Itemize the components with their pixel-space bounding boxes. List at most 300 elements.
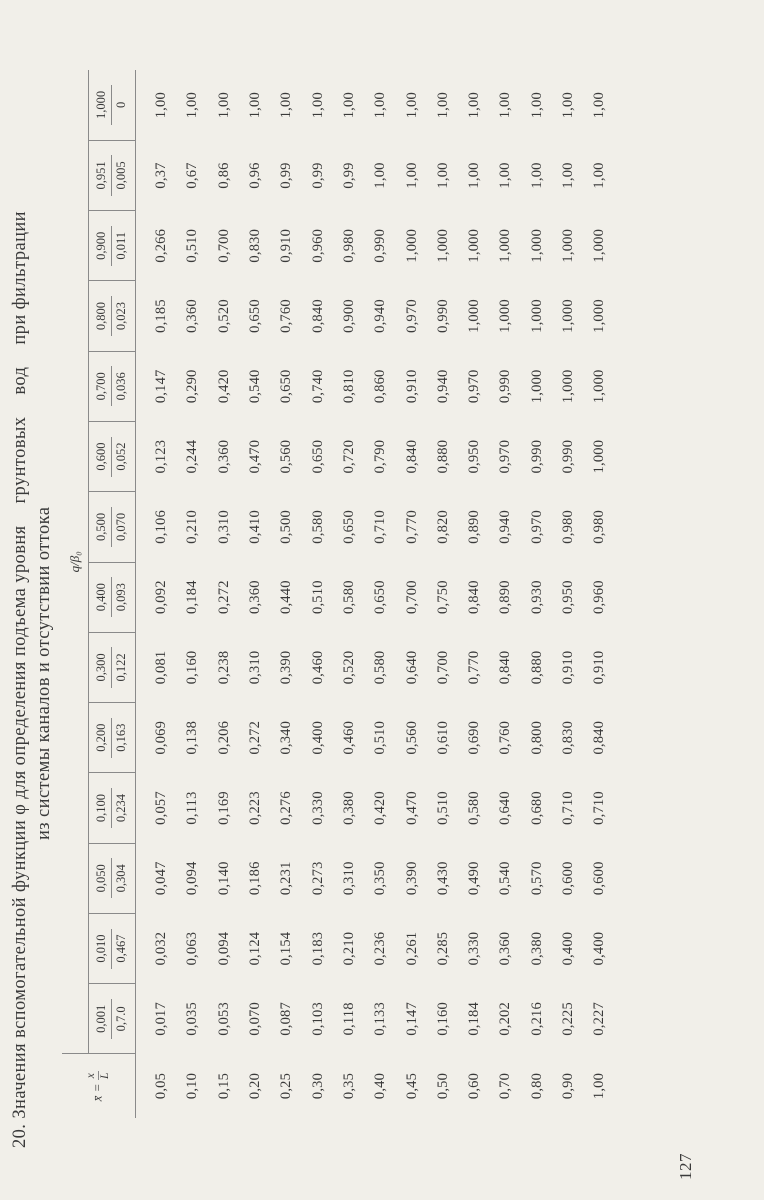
table-cell: 0,460 [340,720,357,755]
table-cell: 0,186 [247,861,264,896]
table-cell: 0,330 [466,931,483,966]
table-cell: 1,000 [560,299,576,333]
table-cell: 0,640 [497,791,514,825]
table-cell: 0,970 [497,439,514,474]
table-cell: 0,990 [497,369,514,404]
row-x-value: 0,05 [153,1072,170,1100]
table-row [584,70,615,1118]
table-cell: 0,410 [247,510,264,544]
table-cell: 0,560 [278,439,295,474]
group-header: q/β₀ [62,70,89,1054]
table-cell: 0,650 [372,580,389,614]
table-cell: 0,360 [497,931,514,966]
column-header-bottom: 0,011 [114,231,128,260]
table-cell: 0,510 [184,228,201,263]
table-cell: 0,053 [215,1002,232,1036]
table-cell: 0,360 [247,580,264,614]
column-header [89,70,136,140]
table-cell: 0,081 [153,650,170,685]
table-cell: 0,047 [153,861,170,896]
table-cell: 0,123 [153,439,170,474]
table-row [428,70,459,1118]
table-cell: 0,390 [278,650,295,685]
table-cell: 0,390 [403,861,420,896]
table-row [522,70,553,1118]
table-cell: 0,236 [372,931,389,966]
table-cell: 0,510 [434,791,451,825]
row-x-value: 0,10 [184,1072,201,1100]
table-row [271,70,302,1118]
table-cell: 0,285 [434,931,451,966]
table-cell: 0,940 [434,369,451,404]
table-cell: 1,000 [497,299,514,333]
table-cell: 0,67 [184,162,201,189]
table-cell: 1,000 [560,228,576,263]
column-header [89,843,136,913]
table-row [177,70,208,1118]
table-cell: 0,017 [153,1002,170,1036]
table-cell: 0,103 [309,1002,326,1036]
table-cell: 0,86 [215,162,232,189]
table-cell: 0,440 [278,580,295,614]
row-x-value: 0,30 [309,1072,326,1100]
column-header [89,913,136,983]
table-cell: 1,00 [153,92,170,119]
table-cell: 0,160 [184,650,201,685]
table-cell: 0,560 [403,720,420,755]
table-cell: 0,185 [153,299,170,333]
table-cell: 1,00 [278,92,295,119]
table-cell: 1,00 [403,162,420,189]
table-cell: 1,000 [528,299,545,333]
table-cell: 0,970 [528,510,545,544]
table-cell: 0,580 [309,510,326,544]
table-cell: 0,470 [403,791,420,825]
column-header [89,140,136,210]
table-cell: 0,133 [372,1002,389,1036]
table-cell: 0,400 [591,931,608,966]
table-cell: 1,00 [591,92,608,119]
table-cell: 0,580 [466,791,483,825]
table-cell: 0,830 [560,720,576,755]
table-cell: 0,035 [184,1002,201,1036]
table-cell: 1,00 [560,92,576,119]
column-header-bottom: 0,093 [114,583,128,612]
table-cell: 1,00 [466,162,483,189]
table-cell: 1,00 [560,162,576,189]
row-x-value: 0,35 [340,1072,357,1100]
column-header-top: 0,500 [94,507,112,547]
table-cell: 1,00 [340,92,357,119]
table-cell: 0,820 [434,510,451,544]
table-cell: 0,860 [372,369,389,404]
table-subtitle: из системы каналов и отсутствии оттока [34,506,54,840]
column-header-fraction [94,366,129,406]
table-cell: 0,810 [340,369,357,404]
table-cell: 0,800 [528,720,545,755]
column-header-bottom: 0,005 [114,161,128,190]
table-cell: 0,400 [560,931,576,966]
table-cell: 1,000 [591,228,608,263]
table-cell: 0,520 [215,299,232,333]
column-header [89,703,136,773]
values-table [62,70,615,1118]
table-cell: 0,310 [340,861,357,896]
table-cell: 0,216 [528,1002,545,1036]
table-cell: 0,840 [466,580,483,614]
table-cell: 0,840 [497,650,514,685]
column-header [89,562,136,632]
table-cell: 0,147 [403,1002,420,1036]
column-header-bottom: 0 [114,101,128,109]
table-cell: 0,184 [184,580,201,614]
row-x-value: 0,90 [560,1072,576,1100]
row-x-value: 0,40 [372,1072,389,1100]
table-cell: 0,380 [340,791,357,825]
table-cell: 0,310 [247,650,264,685]
table-row [209,70,240,1118]
table-cell: 1,00 [528,92,545,119]
table-cell: 1,00 [434,162,451,189]
column-header-bottom: 0,7.0 [114,1006,128,1032]
column-header-bottom: 0,467 [114,934,128,963]
table-cell: 1,00 [309,92,326,119]
table-cell: 1,000 [591,439,608,474]
table-cell: 0,960 [309,228,326,263]
row-x-value: 0,50 [434,1072,451,1100]
column-header-top: 0,700 [94,366,112,406]
column-header-bottom: 0,070 [114,512,128,541]
table-cell: 0,740 [309,369,326,404]
column-header-bottom: 0,036 [114,372,128,401]
table-cell: 0,380 [528,931,545,966]
table-cell: 0,272 [247,720,264,755]
table-cell: 0,910 [403,369,420,404]
table-cell: 0,231 [278,861,295,896]
table-cell: 0,980 [340,228,357,263]
table-cell: 0,96 [247,162,264,189]
column-header [89,492,136,562]
row-x-value: 0,70 [497,1072,514,1100]
column-header-top: 0,951 [94,155,112,195]
table-title [10,48,31,1148]
table-row [459,70,490,1118]
table-cell: 0,99 [278,162,295,189]
column-header-row [89,70,136,1118]
table-cell: 0,400 [309,720,326,755]
table-cell: 0,760 [497,720,514,755]
table-cell: 0,99 [340,162,357,189]
table-cell: 0,710 [372,510,389,544]
table-cell: 0,360 [215,439,232,474]
table-cell: 0,500 [278,510,295,544]
table-cell: 0,650 [247,299,264,333]
table-cell: 0,980 [560,510,576,544]
table-cell: 1,00 [184,92,201,119]
table-cell: 0,760 [278,299,295,333]
table-cell: 0,094 [215,931,232,966]
table-cell: 1,00 [434,92,451,119]
column-header-top: 0,001 [94,999,112,1039]
table-cell: 0,238 [215,650,232,685]
table-cell: 0,700 [215,228,232,263]
x-header [62,1054,136,1118]
row-x-value: 1,00 [591,1072,608,1100]
table-cell: 0,272 [215,580,232,614]
x-header-numerator: x [85,1071,99,1080]
table-cell: 0,840 [309,299,326,333]
column-header [89,773,136,843]
column-header-bottom: 0,304 [114,864,128,893]
x-header-left: x̄ = [89,1083,105,1102]
table-cell: 0,183 [309,931,326,966]
column-header-fraction [94,929,129,969]
table-cell: 0,460 [309,650,326,685]
table-row [136,70,178,1118]
column-header [89,421,136,491]
column-header-top: 0,600 [94,437,112,477]
page-number: 127 [676,1153,695,1180]
table-cell: 0,990 [528,439,545,474]
column-header-fraction [94,85,129,125]
column-header-fraction [94,155,129,195]
table-cell: 1,000 [528,369,545,404]
table-cell: 0,990 [560,439,576,474]
table-cell: 0,650 [278,369,295,404]
column-header-bottom: 0,122 [114,653,128,682]
table-body [136,70,616,1118]
table-cell: 0,710 [560,791,576,825]
column-header-fraction [94,999,129,1039]
table-cell: 1,00 [466,92,483,119]
table-cell: 0,710 [591,791,608,825]
table-cell: 0,580 [372,650,389,685]
table-cell: 1,00 [215,92,232,119]
table-cell: 0,690 [466,720,483,755]
table-cell: 0,650 [340,510,357,544]
table-cell: 1,000 [591,369,608,404]
table-cell: 0,540 [247,369,264,404]
table-cell: 0,032 [153,931,170,966]
table-cell: 0,092 [153,580,170,614]
table-cell: 0,540 [497,861,514,896]
column-header [89,211,136,281]
table-cell: 0,880 [434,439,451,474]
table-cell: 0,290 [184,369,201,404]
table-cell: 0,223 [247,791,264,825]
table-cell: 0,106 [153,510,170,544]
table-row [396,70,427,1118]
table-cell: 0,510 [309,580,326,614]
table-cell: 0,118 [340,1002,357,1036]
table-cell: 0,840 [591,720,608,755]
table-cell: 0,910 [560,650,576,685]
column-header-top: 0,050 [94,858,112,898]
table-cell: 0,600 [591,861,608,896]
column-header [89,281,136,351]
table-cell: 0,057 [153,791,170,825]
column-header [89,632,136,702]
column-header-top: 0,300 [94,647,112,687]
table-cell: 0,244 [184,439,201,474]
column-header-bottom: 0,052 [114,442,128,471]
column-header-fraction [94,296,129,336]
table-cell: 0,420 [215,369,232,404]
table-cell: 0,273 [309,861,326,896]
column-header-top: 0,800 [94,296,112,336]
title-part-1: 20. Значения вспомогательной функции φ для определения подъема уровня [10,525,30,1148]
table-cell: 0,580 [340,580,357,614]
table-cell: 0,980 [591,510,608,544]
x-header-denominator: L [99,1072,111,1079]
column-header-fraction [94,858,129,898]
table-cell: 0,640 [403,650,420,685]
table-cell: 0,094 [184,861,201,896]
table-cell: 0,700 [434,650,451,685]
table-cell: 0,910 [591,650,608,685]
table-cell: 0,650 [309,439,326,474]
table-cell: 0,990 [434,299,451,333]
table-cell: 0,206 [215,720,232,755]
column-header-fraction [94,718,129,758]
column-header [89,351,136,421]
table-cell: 0,940 [372,299,389,333]
table-cell: 0,430 [434,861,451,896]
table-cell: 0,154 [278,931,295,966]
table-cell: 0,840 [403,439,420,474]
table-cell: 0,940 [497,510,514,544]
table-cell: 0,520 [340,650,357,685]
table-cell: 0,420 [372,791,389,825]
table-cell: 0,960 [591,580,608,614]
table-cell: 0,261 [403,931,420,966]
column-header-fraction [94,647,129,687]
column-header-bottom: 0,023 [114,301,128,331]
table-cell: 0,087 [278,1002,295,1036]
column-header-fraction [94,437,129,477]
table-cell: 0,169 [215,791,232,825]
column-header-fraction [94,507,129,547]
table-cell: 0,069 [153,720,170,755]
table-cell: 1,000 [528,228,545,263]
table-cell: 0,910 [278,228,295,263]
table-row [334,70,365,1118]
column-header-top: 0,100 [94,788,112,828]
table-cell: 1,00 [372,162,389,189]
column-header-fraction [94,226,129,266]
table-row [302,70,333,1118]
title-part-4: при фильтрации [10,211,30,345]
table-cell: 0,600 [560,861,576,896]
table-cell: 0,950 [466,439,483,474]
row-x-value: 0,45 [403,1072,420,1100]
table-cell: 0,770 [466,650,483,685]
table-cell: 0,570 [528,861,545,896]
table-cell: 0,227 [591,1002,608,1036]
column-header-bottom: 0,163 [114,723,128,752]
table-cell: 1,00 [497,162,514,189]
table-cell: 0,160 [434,1002,451,1036]
row-x-value: 0,80 [528,1072,545,1100]
table-cell: 0,360 [184,299,201,333]
row-x-value: 0,25 [278,1072,295,1100]
table-cell: 0,184 [466,1002,483,1036]
table-cell: 0,330 [309,791,326,825]
table-cell: 0,880 [528,650,545,685]
table-cell: 1,00 [247,92,264,119]
column-header-top: 0,400 [94,577,112,617]
table-cell: 0,124 [247,931,264,966]
column-header-fraction [94,577,129,617]
table-cell: 0,750 [434,580,451,614]
table-cell: 0,720 [340,439,357,474]
table-cell: 0,970 [403,299,420,333]
table-cell: 0,610 [434,720,451,755]
table-cell: 1,000 [591,299,608,333]
table-cell: 0,350 [372,861,389,896]
table-cell: 1,000 [434,228,451,263]
table-cell: 0,99 [309,162,326,189]
x-header-fraction [85,1071,112,1080]
table-cell: 0,276 [278,791,295,825]
table-row [553,70,584,1118]
row-x-value: 0,15 [215,1072,232,1100]
title-part-3: вод [10,366,30,395]
table-cell: 1,00 [591,162,608,189]
table-row [490,70,521,1118]
title-part-2: грунтовых [10,416,30,504]
table-cell: 0,138 [184,720,201,755]
table-cell: 1,00 [403,92,420,119]
column-header-bottom: 0,234 [114,793,128,823]
table-cell: 0,890 [466,510,483,544]
table-cell: 1,000 [560,369,576,404]
table-cell: 0,225 [560,1002,576,1036]
table-cell: 0,202 [497,1002,514,1036]
column-header [89,984,136,1054]
table-cell: 0,700 [403,580,420,614]
table-cell: 0,210 [184,510,201,544]
table-cell: 0,310 [215,510,232,544]
table-row [240,70,271,1118]
table-cell: 0,680 [528,791,545,825]
table-cell: 0,266 [153,228,170,263]
table-cell: 0,063 [184,931,201,966]
table-cell: 0,830 [247,228,264,263]
column-header-top: 0,010 [94,929,112,969]
table-cell: 0,070 [247,1002,264,1036]
table-cell: 0,140 [215,861,232,896]
table-cell: 0,900 [340,299,357,333]
row-x-value: 0,20 [247,1072,264,1100]
table-cell: 0,930 [528,580,545,614]
column-header-fraction [94,788,129,828]
table-cell: 0,340 [278,720,295,755]
table-cell: 0,970 [466,369,483,404]
table-cell: 0,113 [184,791,201,825]
table-cell: 1,00 [372,92,389,119]
table-cell: 0,210 [340,931,357,966]
table-cell: 1,000 [497,228,514,263]
table-cell: 1,000 [466,299,483,333]
table-cell: 0,37 [153,162,170,189]
table-cell: 0,770 [403,510,420,544]
table-cell: 0,510 [372,720,389,755]
column-header-top: 0,900 [94,226,112,266]
table-cell: 0,890 [497,580,514,614]
table-cell: 0,490 [466,861,483,896]
table-cell: 0,470 [247,439,264,474]
